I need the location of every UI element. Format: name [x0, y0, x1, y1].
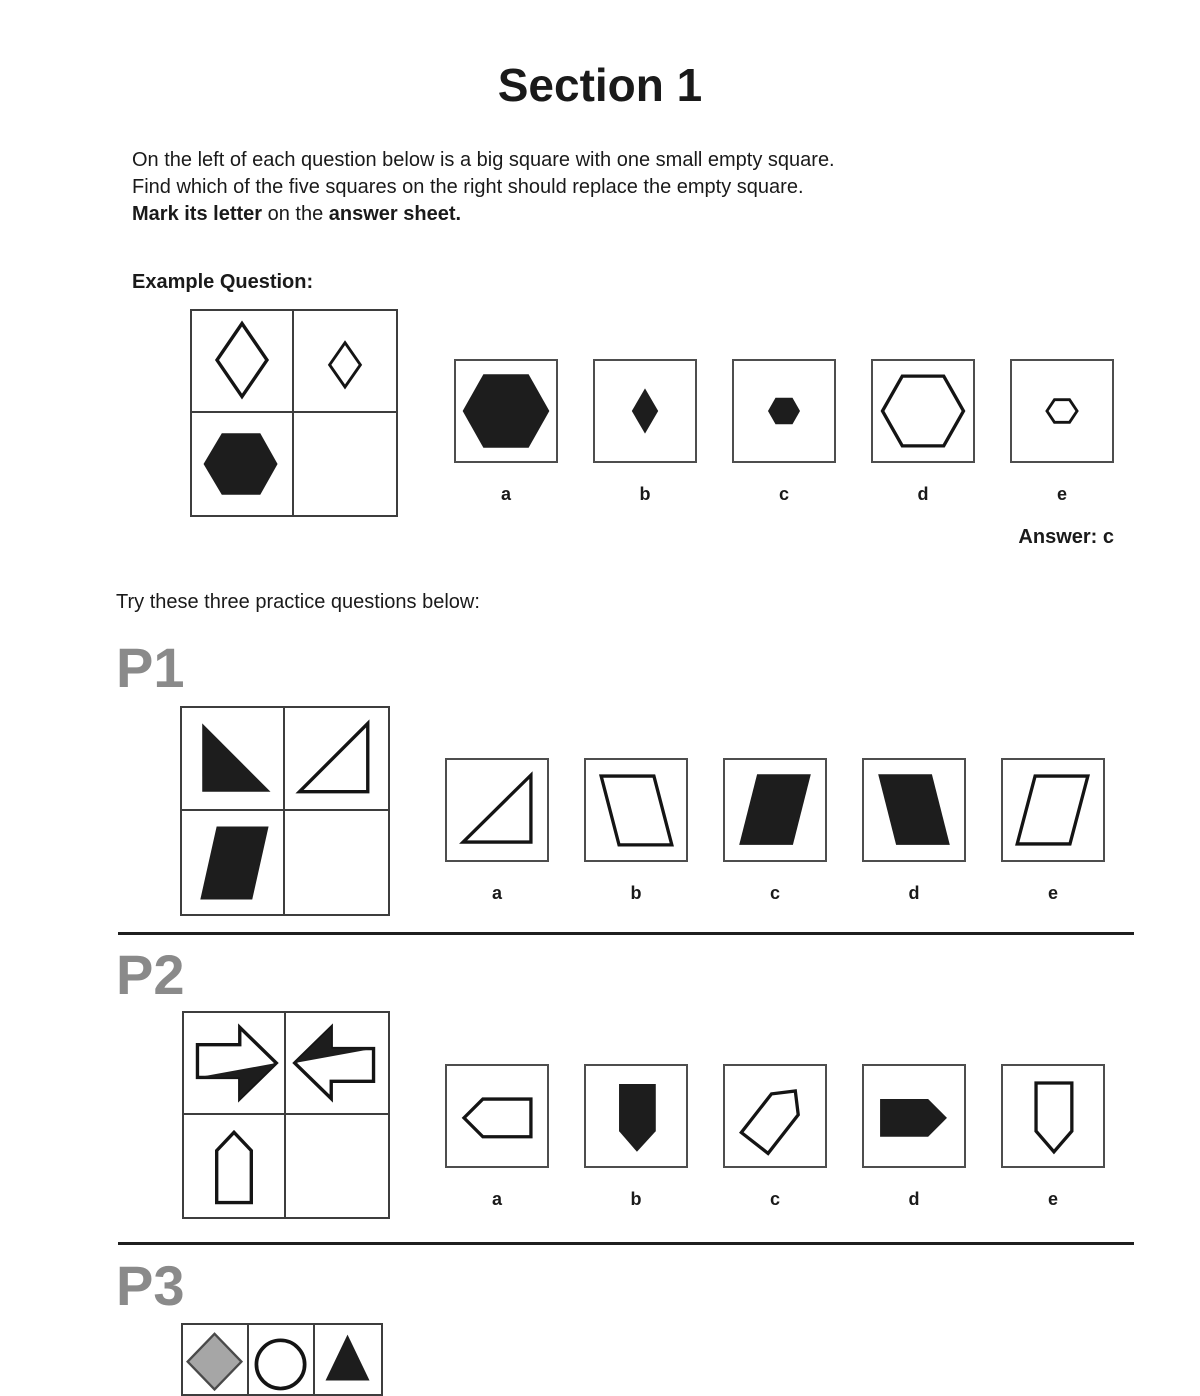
p1-option-label-d: d: [908, 883, 920, 903]
p1-option-e: [1001, 758, 1105, 904]
outline-pentagon-down-shape: [1004, 1067, 1102, 1165]
p2-option-box-d: [862, 1064, 966, 1168]
example-option-label-e: e: [1056, 484, 1067, 504]
instruction-plain-text: on the: [262, 203, 329, 225]
example-option-box-b: [593, 359, 697, 463]
example-option-box-a: [454, 359, 558, 463]
large-black-hexagon-shape: [192, 414, 292, 514]
p3-grid-cell-1: [183, 1325, 249, 1394]
example-option-label-c: c: [778, 484, 789, 504]
p1-option-box-b: [584, 758, 688, 862]
p1-option-b: [584, 758, 688, 904]
example-option-box-c: [732, 359, 836, 463]
example-option-box-e: [1010, 359, 1114, 463]
example-grid: [190, 309, 398, 517]
p2-grid-cell-top-left: [184, 1013, 286, 1115]
example-option-label-d: d: [917, 484, 929, 504]
outline-parallelogram-shape: [587, 761, 685, 859]
example-option-label-b: b: [639, 484, 651, 504]
example-grid-cell-top-right: [294, 311, 396, 413]
p3-grid-cell-2: [249, 1325, 315, 1394]
p1-option-label-b: b: [630, 883, 642, 903]
example-options-row: [454, 359, 1114, 505]
small-outline-diamond-shape: [295, 311, 395, 411]
p2-grid: [182, 1011, 390, 1219]
large-black-hexagon-shape: [457, 362, 555, 460]
separator-line-2: [118, 1242, 1134, 1245]
p3-label: P3: [116, 1254, 185, 1317]
p2-grid-cell-bottom-right-empty: [286, 1115, 388, 1217]
example-grid-cell-bottom-left: [192, 413, 294, 515]
p1-option-label-a: a: [491, 883, 502, 903]
p2-option-e: [1001, 1064, 1105, 1210]
page-title: Section 1: [497, 59, 703, 111]
p2-option-label-c: c: [769, 1189, 780, 1209]
instruction-line-1: On the left of each question below is a big square with one small empty square.: [132, 149, 835, 171]
right-arrow-half-filled-shape: [184, 1013, 284, 1113]
example-option-e: [1010, 359, 1114, 505]
practice-intro-text: Try these three practice questions below:: [116, 591, 480, 613]
outline-right-triangle-shape: [287, 709, 387, 809]
p1-option-box-e: [1001, 758, 1105, 862]
p1-grid-cell-bottom-right-empty: [285, 811, 388, 914]
separator-line-1: [118, 932, 1134, 935]
example-answer-text: Answer: c: [1018, 526, 1114, 548]
p2-option-label-d: d: [908, 1189, 920, 1209]
outline-pentagon-up-shape: [184, 1116, 284, 1216]
instruction-bold-mark-its-letter: Mark its letter: [132, 203, 263, 225]
p2-option-d: [862, 1064, 966, 1210]
outline-pentagon-left-shape: [448, 1067, 546, 1165]
gray-diamond-shape: [183, 1325, 247, 1394]
black-parallelogram-mirrored-shape: [865, 761, 963, 859]
p1-grid: [180, 706, 390, 916]
p1-option-box-a: [445, 758, 549, 862]
small-outline-hexagon-shape: [1013, 362, 1111, 460]
example-option-box-d: [871, 359, 975, 463]
example-grid-cell-bottom-right-empty: [294, 413, 396, 515]
p1-option-box-c: [723, 758, 827, 862]
outline-right-triangle-shape: [448, 761, 546, 859]
p2-option-box-e: [1001, 1064, 1105, 1168]
p1-option-d: [862, 758, 966, 904]
example-option-a: [454, 359, 558, 505]
p2-grid-cell-top-right: [286, 1013, 388, 1115]
p1-option-box-d: [862, 758, 966, 862]
p2-label: P2: [116, 943, 185, 1006]
p1-option-a: [445, 758, 549, 904]
p2-option-b: [584, 1064, 688, 1210]
p2-options-row: [445, 1064, 1105, 1210]
p2-option-label-a: a: [491, 1189, 502, 1209]
small-black-hexagon-shape: [735, 362, 833, 460]
instruction-line-3: [132, 201, 835, 228]
large-outline-diamond-shape: [192, 311, 292, 411]
p1-option-label-c: c: [769, 883, 780, 903]
example-question-heading: Example Question:: [132, 271, 314, 293]
example-option-c: [732, 359, 836, 505]
p1-options-row: [445, 758, 1105, 904]
p2-option-box-b: [584, 1064, 688, 1168]
p2-option-label-b: b: [630, 1189, 642, 1209]
black-pentagon-right-shape: [865, 1067, 963, 1165]
large-outline-hexagon-shape: [874, 362, 972, 460]
instruction-bold-answer-sheet: answer sheet.: [328, 203, 462, 225]
outline-circle-shape: [249, 1325, 313, 1394]
black-pentagon-down-shape: [587, 1067, 685, 1165]
example-option-label-a: a: [500, 484, 511, 504]
black-parallelogram-shape: [183, 813, 283, 913]
p1-option-label-e: e: [1047, 883, 1058, 903]
black-parallelogram-shape: [726, 761, 824, 859]
p1-grid-cell-bottom-left: [182, 811, 285, 914]
black-triangle-shape: [315, 1325, 381, 1394]
p3-grid: [181, 1323, 383, 1396]
example-option-d: [871, 359, 975, 505]
p2-grid-cell-bottom-left: [184, 1115, 286, 1217]
p2-option-a: [445, 1064, 549, 1210]
outline-parallelogram-shape: [1004, 761, 1102, 859]
p2-option-label-e: e: [1047, 1189, 1058, 1209]
p2-option-c: [723, 1064, 827, 1210]
p1-option-c: [723, 758, 827, 904]
p1-grid-cell-top-left: [182, 708, 285, 811]
outline-pentagon-tilted-shape: [726, 1067, 824, 1165]
instruction-line-2: Find which of the five squares on the right should replace the empty square.: [132, 176, 804, 198]
p1-grid-cell-top-right: [285, 708, 388, 811]
left-arrow-half-filled-shape: [287, 1013, 387, 1113]
black-right-triangle-shape: [183, 709, 283, 809]
p2-option-box-c: [723, 1064, 827, 1168]
example-option-b: [593, 359, 697, 505]
instructions-paragraph: [132, 147, 835, 228]
p3-grid-cell-3: [315, 1325, 381, 1394]
small-black-diamond-shape: [596, 362, 694, 460]
example-grid-cell-top-left: [192, 311, 294, 413]
p1-label: P1: [116, 636, 185, 699]
p2-option-box-a: [445, 1064, 549, 1168]
